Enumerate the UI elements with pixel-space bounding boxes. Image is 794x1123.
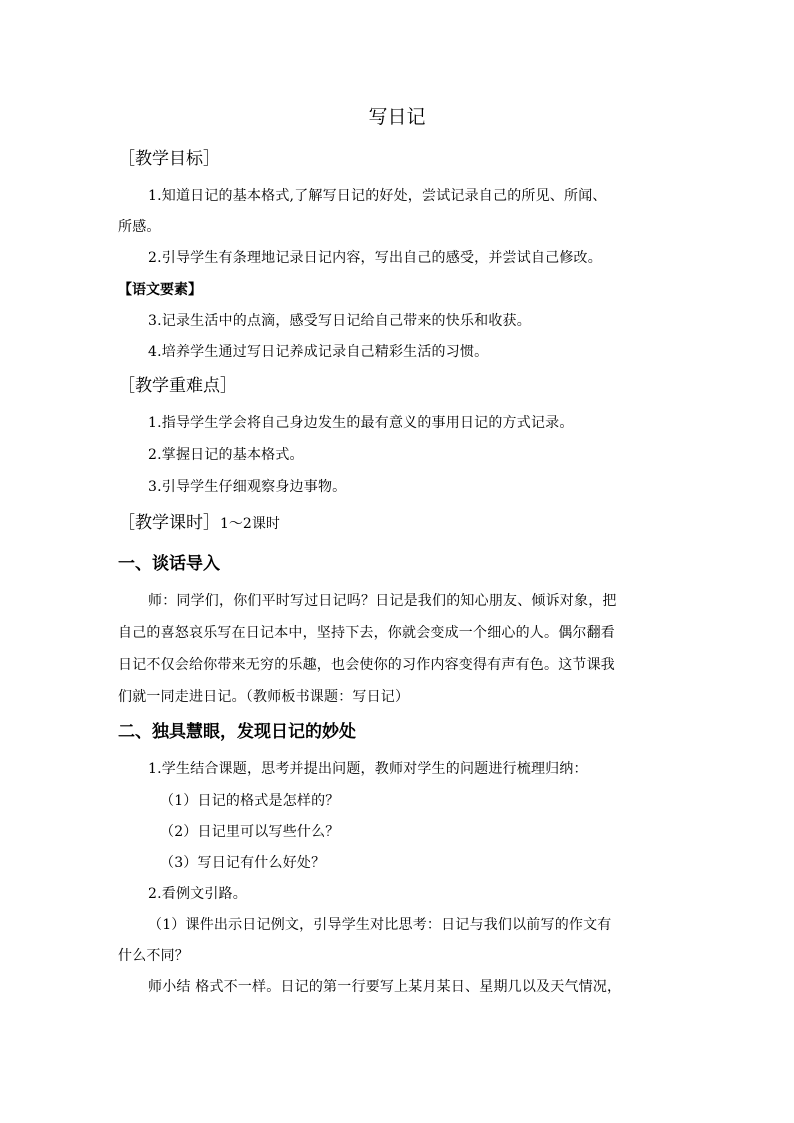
section-1-para-line-4: 们就一同走进日记。（教师板书课题：写日记） <box>118 689 410 705</box>
hours-heading: ［教学课时］ <box>118 513 220 533</box>
page-title: 写日记 <box>368 106 426 128</box>
goal-item-1-line-1: 1.知道日记的基本格式,了解写日记的好处，尝试记录自己的所见、所闻、 <box>148 188 607 204</box>
section-1-para-line-3: 日记不仅会给你带来无穷的乐趣，也会使你的习作内容变得有声有色。这节课我 <box>118 657 615 673</box>
goals-heading: ［教学目标］ <box>118 149 220 169</box>
section-2-summary: 师小结 格式不一样。日记的第一行要写上某月某日、星期几以及天气情况， <box>148 979 622 995</box>
section-2-item-2: 2.看例文引路。 <box>148 886 247 902</box>
section-1-para-line-2: 自己的喜怒哀乐写在日记本中，坚持下去，你就会变成一个细心的人。偶尔翻看 <box>118 625 615 641</box>
keypoint-item-3: 3.引导学生仔细观察身边事物。 <box>148 479 347 495</box>
language-item-4: 4.培养学生通过写日记养成记录自己精彩生活的习惯。 <box>148 344 489 360</box>
section-2-question-3: （3）写日记有什么好处？ <box>160 855 326 871</box>
section-1-heading: 一、谈话导入 <box>118 554 220 574</box>
section-2-question-1: （1）日记的格式是怎样的？ <box>160 793 340 809</box>
language-item-3: 3.记录生活中的点滴，感受写日记给自己带来的快乐和收获。 <box>148 313 531 329</box>
keypoint-item-1: 1.指导学生学会将自己身边发生的最有意义的事用日记的方式记录。 <box>148 415 574 431</box>
keypoints-heading: ［教学重难点］ <box>118 376 237 396</box>
hours-value: 1～2课时 <box>220 516 280 532</box>
section-2-heading: 二、独具慧眼，发现日记的妙处 <box>118 722 356 742</box>
goal-item-2: 2.引导学生有条理地记录日记内容，写出自己的感受，并尝试自己修改。 <box>148 250 602 266</box>
hours-row <box>118 511 280 536</box>
goal-item-1-line-2: 所感。 <box>118 219 161 235</box>
keypoint-item-2: 2.掌握日记的基本格式。 <box>148 447 304 463</box>
section-2-item-1: 1.学生结合课题，思考并提出问题，教师对学生的问题进行梳理归纳： <box>148 761 588 777</box>
section-1-para-line-1: 师：同学们，你们平时写过日记吗？日记是我们的知心朋友、倾诉对象，把 <box>148 593 617 609</box>
section-2-sub-1-line-1: （1）课件出示日记例文，引导学生对比思考：日记与我们以前写的作文有 <box>148 917 612 933</box>
section-2-sub-1-line-2: 什么不同？ <box>118 948 189 964</box>
language-heading: 【语文要素】 <box>118 282 202 298</box>
section-2-question-2: （2）日记里可以写些什么？ <box>160 824 340 840</box>
